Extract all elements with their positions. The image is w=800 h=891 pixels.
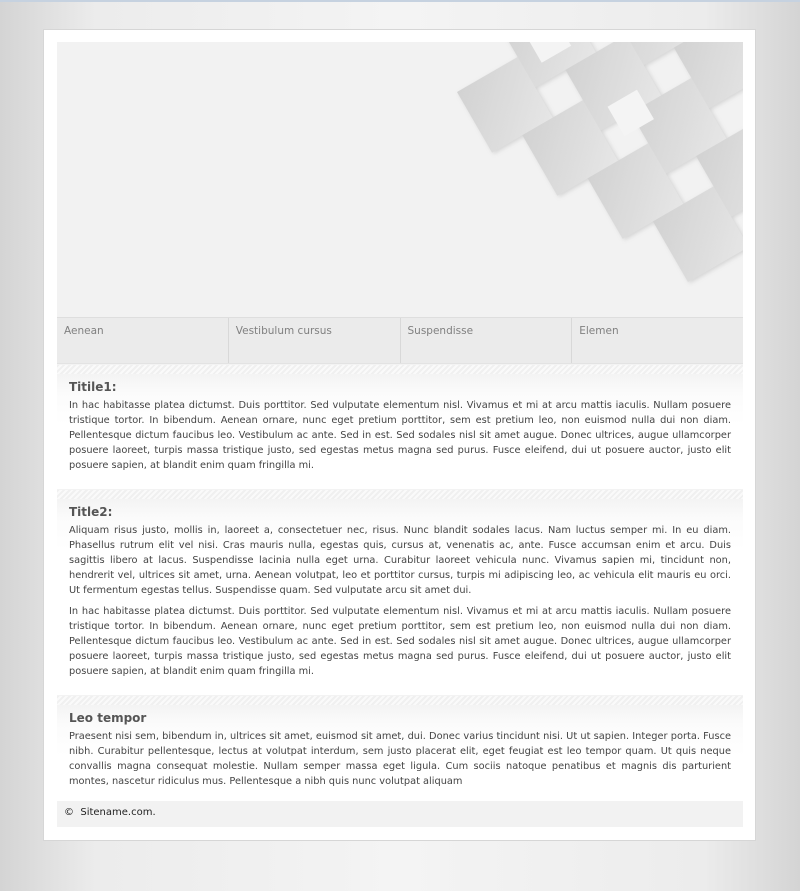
header-banner [57,42,743,317]
section-paragraph: In hac habitasse platea dictumst. Duis porttitor. Sed vulputate elementum nisl. Vivamus et mi at arcu mattis iaculis. Nullam posuere tristique tortor. In bibendum. Aenean ornare, nunc eget pretium porttitor, sem est pretium leo, non euismod nulla dui non diam. Pellentesque dictum faucibus leo. Vestibulum ac ante. Sed in est. Sed sodales nisl sit amet augue. Donec ultrices, augue ullamcorper posuere laoreet, turpis massa tristique justo, sed egestas metus magna sed purus. Fusce eleifend, dui ut posuere auctor, justo elit posuere sapien, at blandit enim quam fringilla mi. [69,400,731,471]
section-title2 [57,489,743,695]
footer-site-name: Sitename.com. [80,807,156,818]
nav-item-aenean[interactable]: Aenean [57,318,229,363]
section-paragraph: Praesent nisi sem, bibendum in, ultrices sit amet, euismod sit amet, dui. Donec varius tincidunt nisi. Ut ut sapien. Integer porta. Fusce nibh. Curabitur pellentesque, lectus at volutpat interdum, sem justo placerat elit, eget feugiat est leo tempor quam. Ut quis neque convallis magna consequat molestie. Nullam semper massa eget ligula. Cum sociis natoque penatibus et magnis dis parturient montes, nascetur ridiculus mus. Pellentesque a nibh quis nunc volutpat aliquam [69,731,731,787]
section-paragraph: Aliquam risus justo, mollis in, laoreet a, consectetuer nec, risus. Nunc blandit sodales lacus. Nam luctus semper mi. In eu diam. Phasellus rutrum elit vel nisi. Cras mauris nulla, egestas quis, cursus at, venenatis ac, ante. Fusce accumsan enim et arcu. Duis sagittis libero at lacus. Suspendisse lacinia nulla eget urna. Curabitur laoreet vehicula nunc. Vivamus sapien mi, tincidunt non, hendrerit vel, ultrices sit amet, urna. Aenean volutpat, leo et porttitor cursus, turpis mi adipiscing leo, ac vehicula elit mauris eu orci. Ut fermentum egestas tellus. Suspendisse quam. Sed vulputate arcu sit amet dui. [69,525,731,596]
page-container [43,29,756,841]
copyright-symbol: © [64,807,74,818]
decorative-tile-graphic [57,42,743,317]
section-leo-tempor [57,695,743,805]
section-paragraph: In hac habitasse platea dictumst. Duis porttitor. Sed vulputate elementum nisl. Vivamus et mi at arcu mattis iaculis. Nullam posuere tristique tortor. In bibendum. Aenean ornare, nunc eget pretium porttitor, sem est pretium leo, non euismod nulla dui non diam. Pellentesque dictum faucibus leo. Vestibulum ac ante. Sed in est. Sed sodales nisl sit amet augue. Donec ultrices, augue ullamcorper posuere laoreet, turpis massa tristique justo, sed egestas metus magna sed purus. Fusce eleifend, dui ut posuere auctor, justo elit posuere sapien, at blandit enim quam fringilla mi. [69,606,731,677]
section-heading: Titile1: [69,380,117,394]
section-stripe [57,365,743,374]
nav-item-suspendisse[interactable]: Suspendisse [401,318,573,363]
nav-item-vestibulum-cursus[interactable]: Vestibulum cursus [229,318,401,363]
section-title1 [57,364,743,489]
nav-item-elemen[interactable]: Elemen [579,325,619,337]
top-edge-line [0,0,800,2]
footer [57,801,743,827]
section-heading: Leo tempor [69,711,147,725]
section-stripe [57,490,743,499]
section-stripe [57,696,743,705]
main-content [57,364,743,805]
section-heading: Title2: [69,505,113,519]
main-nav [57,317,743,364]
